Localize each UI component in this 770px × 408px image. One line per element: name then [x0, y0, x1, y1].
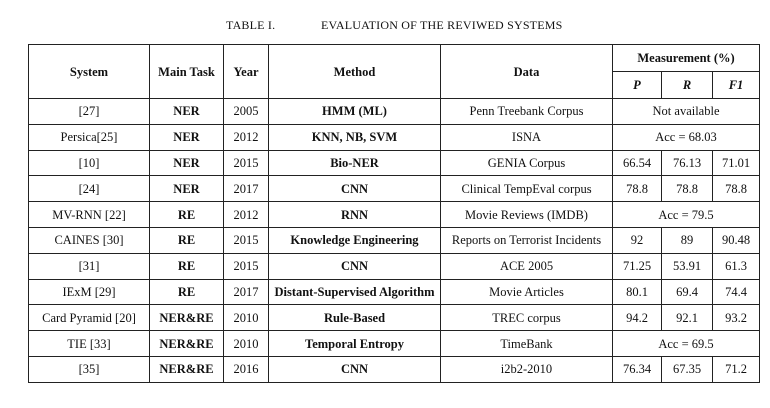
table-row [29, 150, 760, 176]
table-row [29, 124, 760, 150]
cell-year: 2015 [224, 227, 269, 253]
cell-year: 2010 [224, 331, 269, 357]
cell-year: 2016 [224, 356, 269, 382]
cell-data: Clinical TempEval corpus [441, 176, 613, 202]
cell-data: Movie Reviews (IMDB) [441, 202, 613, 228]
cell-year: 2012 [224, 202, 269, 228]
cell-f1: 90.48 [713, 227, 760, 253]
cell-data: i2b2-2010 [441, 356, 613, 382]
cell-system: [35] [29, 356, 150, 382]
cell-data: Movie Articles [441, 279, 613, 305]
cell-precision: 78.8 [613, 176, 662, 202]
cell-measurement-merged: Acc = 79.5 [613, 202, 760, 228]
table-caption [0, 14, 770, 34]
cell-system: CAINES [30] [29, 227, 150, 253]
table-row [29, 202, 760, 228]
cell-method: Rule-Based [269, 305, 441, 331]
cell-recall: 53.91 [662, 253, 713, 279]
table-row [29, 305, 760, 331]
cell-main-task: NER&RE [150, 305, 224, 331]
header-year: Year [224, 45, 269, 99]
cell-year: 2017 [224, 279, 269, 305]
cell-system: IExM [29] [29, 279, 150, 305]
cell-method: HMM (ML) [269, 99, 441, 125]
cell-main-task: NER [150, 124, 224, 150]
cell-data: ACE 2005 [441, 253, 613, 279]
cell-year: 2005 [224, 99, 269, 125]
cell-data: Penn Treebank Corpus [441, 99, 613, 125]
cell-method: CNN [269, 356, 441, 382]
cell-year: 2015 [224, 253, 269, 279]
cell-method: CNN [269, 253, 441, 279]
cell-method: RNN [269, 202, 441, 228]
cell-method: Distant-Supervised Algorithm [269, 279, 441, 305]
cell-main-task: RE [150, 253, 224, 279]
cell-recall: 69.4 [662, 279, 713, 305]
cell-precision: 92 [613, 227, 662, 253]
cell-f1: 71.01 [713, 150, 760, 176]
evaluation-table [28, 44, 760, 383]
cell-system: Persica[25] [29, 124, 150, 150]
cell-measurement-merged: Not available [613, 99, 760, 125]
header-f1: F1 [713, 72, 760, 99]
cell-precision: 71.25 [613, 253, 662, 279]
table-row [29, 356, 760, 382]
cell-method: Temporal Entropy [269, 331, 441, 357]
table-row [29, 99, 760, 125]
table-row [29, 253, 760, 279]
cell-recall: 92.1 [662, 305, 713, 331]
cell-data: TREC corpus [441, 305, 613, 331]
cell-year: 2015 [224, 150, 269, 176]
cell-f1: 61.3 [713, 253, 760, 279]
header-measurement: Measurement (%) [613, 45, 760, 72]
cell-system: MV-RNN [22] [29, 202, 150, 228]
cell-measurement-merged: Acc = 68.03 [613, 124, 760, 150]
cell-main-task: RE [150, 279, 224, 305]
cell-main-task: NER [150, 99, 224, 125]
cell-system: TIE [33] [29, 331, 150, 357]
cell-method: CNN [269, 176, 441, 202]
cell-system: [24] [29, 176, 150, 202]
table-body [29, 99, 760, 383]
table-label: TABLE I. [226, 18, 276, 32]
header-data: Data [441, 45, 613, 99]
cell-year: 2010 [224, 305, 269, 331]
cell-data: GENIA Corpus [441, 150, 613, 176]
cell-precision: 76.34 [613, 356, 662, 382]
cell-f1: 93.2 [713, 305, 760, 331]
table-row [29, 176, 760, 202]
table-title: EVALUATION OF THE REVIWED SYSTEMS [321, 18, 563, 32]
cell-system: [27] [29, 99, 150, 125]
cell-main-task: NER&RE [150, 331, 224, 357]
cell-system: [10] [29, 150, 150, 176]
table-row [29, 279, 760, 305]
cell-data: TimeBank [441, 331, 613, 357]
cell-main-task: RE [150, 227, 224, 253]
cell-year: 2017 [224, 176, 269, 202]
cell-data: Reports on Terrorist Incidents [441, 227, 613, 253]
cell-year: 2012 [224, 124, 269, 150]
cell-method: KNN, NB, SVM [269, 124, 441, 150]
header-method: Method [269, 45, 441, 99]
cell-data: ISNA [441, 124, 613, 150]
header-system: System [29, 45, 150, 99]
cell-main-task: RE [150, 202, 224, 228]
cell-method: Bio-NER [269, 150, 441, 176]
cell-recall: 76.13 [662, 150, 713, 176]
cell-f1: 71.2 [713, 356, 760, 382]
table-row [29, 331, 760, 357]
cell-system: Card Pyramid [20] [29, 305, 150, 331]
cell-main-task: NER [150, 150, 224, 176]
cell-recall: 67.35 [662, 356, 713, 382]
cell-main-task: NER&RE [150, 356, 224, 382]
header-main-task: Main Task [150, 45, 224, 99]
header-precision: P [613, 72, 662, 99]
table-row [29, 227, 760, 253]
cell-method: Knowledge Engineering [269, 227, 441, 253]
cell-recall: 89 [662, 227, 713, 253]
cell-f1: 74.4 [713, 279, 760, 305]
header-recall: R [662, 72, 713, 99]
cell-precision: 66.54 [613, 150, 662, 176]
cell-recall: 78.8 [662, 176, 713, 202]
cell-main-task: NER [150, 176, 224, 202]
cell-precision: 94.2 [613, 305, 662, 331]
cell-precision: 80.1 [613, 279, 662, 305]
cell-f1: 78.8 [713, 176, 760, 202]
cell-measurement-merged: Acc = 69.5 [613, 331, 760, 357]
cell-system: [31] [29, 253, 150, 279]
